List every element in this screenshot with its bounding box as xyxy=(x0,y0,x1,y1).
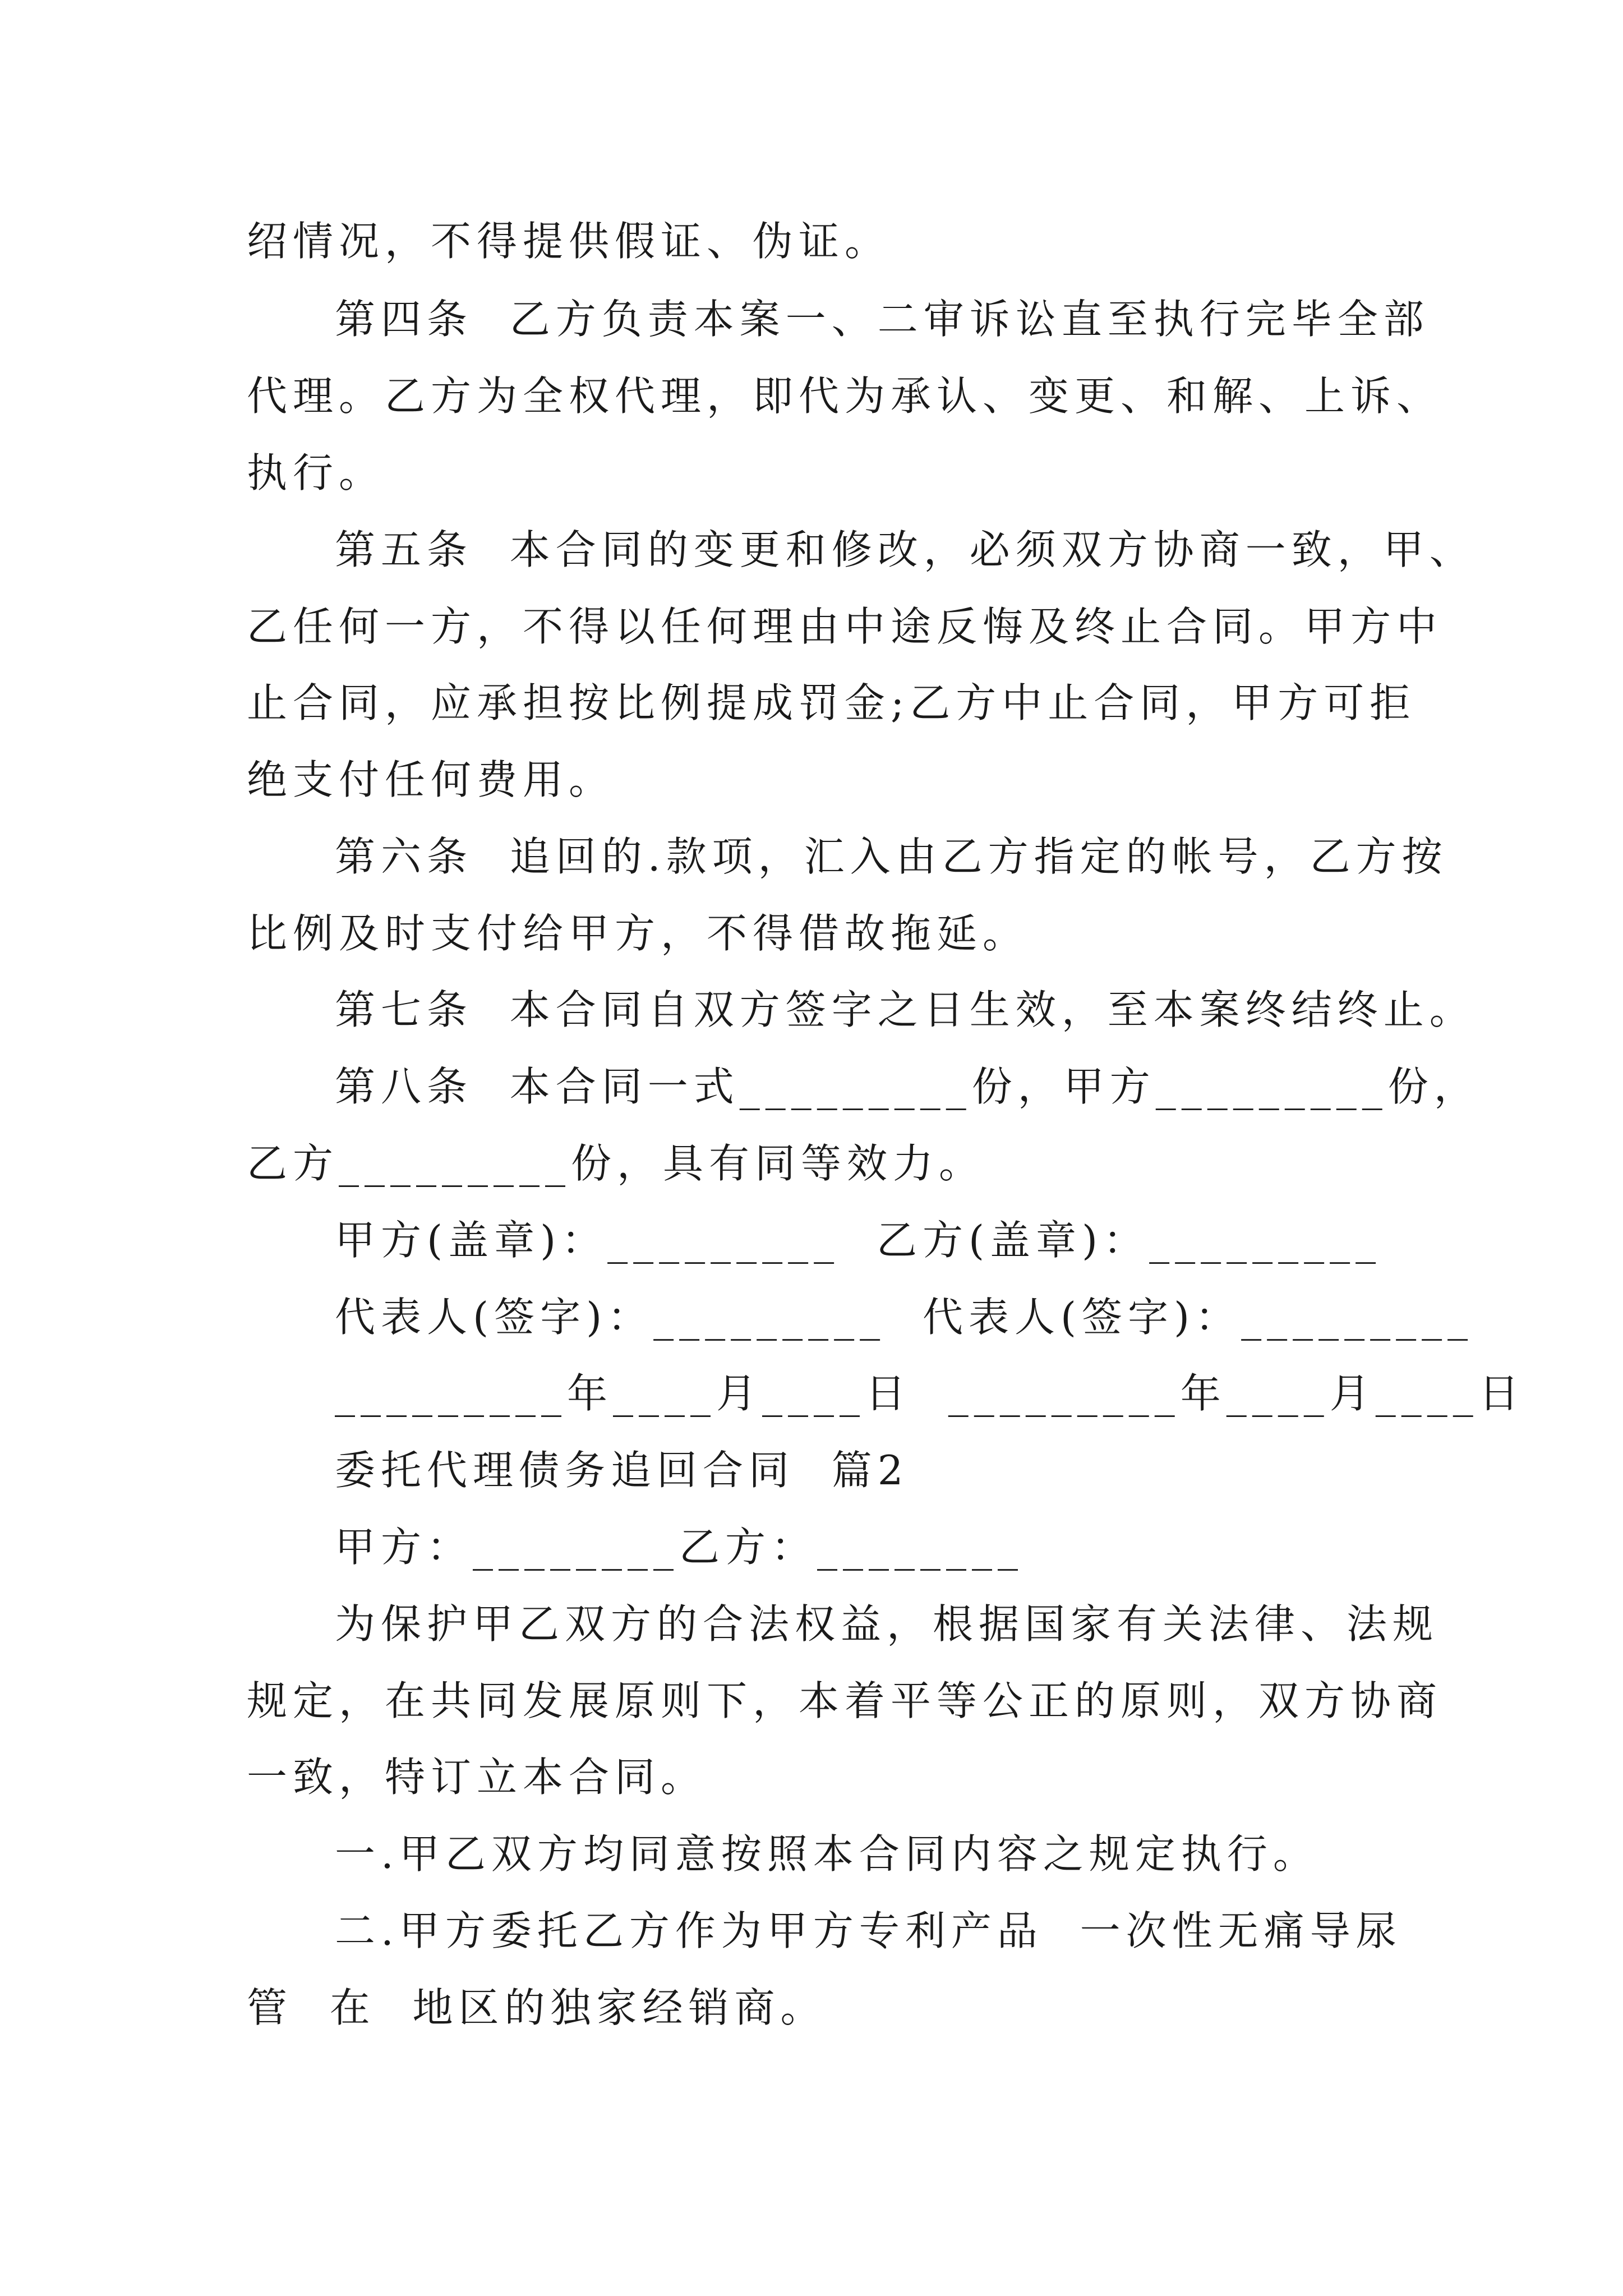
paragraph-line: 代理。乙方为全权代理，即代为承认、变更、和解、上诉、 xyxy=(247,372,1443,420)
signature-line: 代表人(签字)：_________ 代表人(签字)：_________ xyxy=(335,1294,1474,1341)
paragraph-line: 乙任何一方，不得以任何理由中途反悔及终止合同。甲方中 xyxy=(247,603,1443,650)
party-line: 甲方：________乙方：________ xyxy=(335,1524,1024,1571)
paragraph-line: 二.甲方委托乙方作为甲方专利产品 一次性无痛导尿 xyxy=(335,1907,1402,1954)
paragraph-line: 规定，在共同发展原则下，本着平等公正的原则，双方协商 xyxy=(247,1677,1443,1724)
paragraph-line: 绍情况，不得提供假证、伪证。 xyxy=(247,218,891,265)
paragraph-line: 一致，特订立本合同。 xyxy=(247,1754,707,1801)
paragraph-line: 执行。 xyxy=(247,449,385,496)
paragraph-line: 第六条 追回的.款项，汇入由乙方指定的帐号，乙方按 xyxy=(335,833,1448,880)
section-title: 委托代理债务追回合同 篇2 xyxy=(335,1447,909,1494)
date-line: _________年____月____日 _________年____月____日 xyxy=(335,1370,1525,1417)
paragraph-line: 第七条 本合同自双方签字之日生效，至本案终结终止。 xyxy=(335,986,1476,1033)
paragraph-line: 乙方_________份，具有同等效力。 xyxy=(247,1140,985,1187)
paragraph-line: 绝支付任何费用。 xyxy=(247,756,615,803)
signature-line: 甲方(盖章)：_________ 乙方(盖章)：_________ xyxy=(335,1217,1382,1264)
paragraph-line: 止合同，应承担按比例提成罚金;乙方中止合同，甲方可拒 xyxy=(247,679,1416,726)
paragraph-line: 比例及时支付给甲方，不得借故拖延。 xyxy=(247,910,1029,957)
paragraph-line: 一.甲乙双方均同意按照本合同内容之规定执行。 xyxy=(335,1830,1319,1878)
paragraph-line: 管 在 地区的独家经销商。 xyxy=(247,1984,827,2031)
paragraph-line: 第八条 本合同一式_________份，甲方_________份， xyxy=(335,1063,1480,1110)
paragraph-line: 第四条 乙方负责本案一、二审诉讼直至执行完毕全部 xyxy=(335,296,1430,343)
paragraph-line: 第五条 本合同的变更和修改，必须双方协商一致，甲、 xyxy=(335,526,1476,573)
paragraph-line: 为保护甲乙双方的合法权益，根据国家有关法律、法规 xyxy=(335,1600,1439,1648)
